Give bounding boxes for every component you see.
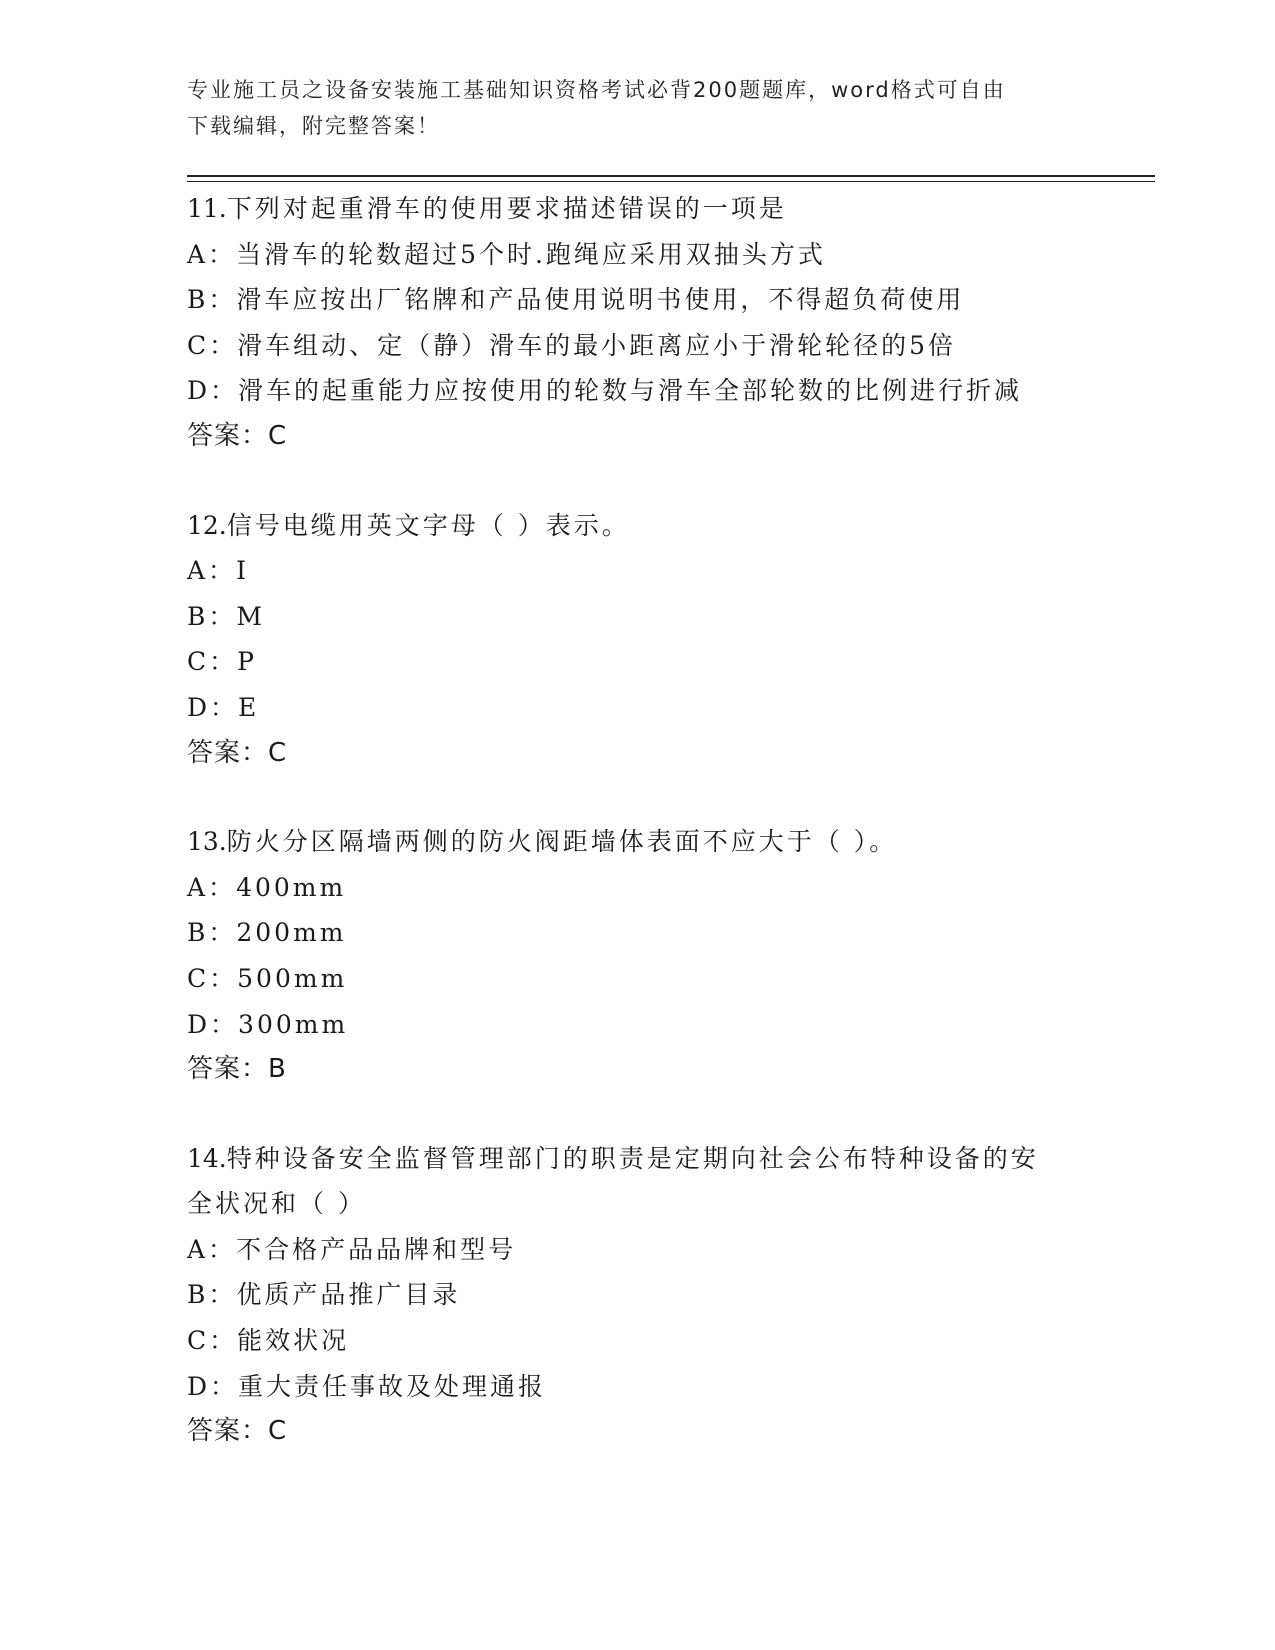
option-c [187, 639, 1087, 685]
option-label: C： [187, 1326, 238, 1356]
header-line-2: 下载编辑，附完整答案！ [187, 114, 440, 138]
option-label: B： [187, 918, 237, 948]
option-text: 能效状况 [237, 1326, 350, 1356]
option-label: B： [187, 285, 237, 315]
answer-line: 答案：C [187, 1416, 288, 1447]
option-d [187, 1002, 1087, 1048]
option-text: 200mm [236, 918, 347, 948]
option-c [187, 323, 1087, 369]
option-a [187, 548, 1087, 594]
option-a [187, 865, 1087, 911]
option-a [187, 232, 1087, 278]
question-text: 信号电缆用英文字母（ ）表示。 [226, 510, 630, 540]
question-text: 下列对起重滑车的使用要求描述错误的一项是 [226, 194, 787, 223]
answer-line: 答案：C [187, 737, 288, 768]
question-item [187, 186, 1087, 460]
option-d [187, 685, 1087, 731]
option-d [187, 368, 1087, 414]
option-label: C： [187, 330, 238, 360]
question-title-continuation: 全状况和（ ） [187, 1189, 366, 1219]
question-text: 特种设备安全监督管理部门的职责是定期向社会公布特种设备的安 [226, 1143, 1039, 1173]
header-divider-thick [187, 175, 1155, 177]
option-label: C： [187, 647, 238, 677]
question-spacer [187, 1093, 1087, 1136]
option-c [187, 956, 1087, 1002]
option-b [187, 910, 1087, 956]
option-label: A： [187, 556, 237, 586]
option-text: 不合格产品品牌和型号 [236, 1234, 517, 1264]
option-text: 500mm [237, 963, 348, 993]
option-b [187, 277, 1087, 323]
option-a [187, 1227, 1087, 1273]
header-line-1: 专业施工员之设备安装施工基础知识资格考试必背200题题库，word格式可自由 [187, 78, 1006, 102]
question-number: 12. [187, 510, 227, 540]
answer-line: 答案：B [187, 1054, 287, 1085]
question-number: 11. [187, 194, 227, 223]
option-label: A： [187, 1234, 237, 1264]
option-label: B： [187, 1280, 237, 1310]
option-text: I [236, 556, 249, 586]
option-label: D： [187, 1009, 239, 1039]
option-c [187, 1318, 1087, 1364]
option-label: A： [187, 239, 237, 269]
option-b [187, 594, 1087, 640]
option-text: 300mm [238, 1009, 349, 1039]
option-label: D： [187, 692, 239, 722]
option-d [187, 1364, 1087, 1410]
question-item [187, 819, 1087, 1093]
answer-line: 答案：C [187, 420, 288, 451]
option-text: M [236, 601, 265, 631]
question-number: 14. [187, 1143, 227, 1173]
question-item [187, 503, 1087, 777]
question-title [187, 819, 1087, 865]
option-text: 滑车的起重能力应按使用的轮数与滑车全部轮数的比例进行折减 [238, 376, 1023, 406]
option-label: B： [187, 601, 237, 631]
option-text: P [237, 647, 257, 677]
option-label: C： [187, 963, 238, 993]
option-text: 优质产品推广目录 [236, 1280, 461, 1310]
option-text: 滑车应按出厂铭牌和产品使用说明书使用，不得超负荷使用 [236, 285, 965, 315]
document-header [187, 72, 1067, 144]
question-spacer [187, 460, 1087, 503]
question-list [187, 186, 1087, 1455]
option-label: D： [187, 1371, 239, 1401]
option-label: A： [187, 872, 237, 902]
question-spacer [187, 776, 1087, 819]
option-label: D： [187, 376, 239, 406]
question-title [187, 186, 1087, 232]
option-text: 滑车组动、定（静）滑车的最小距离应小于滑轮轮径的5倍 [237, 330, 957, 360]
option-text: E [238, 692, 260, 722]
question-number: 13. [187, 827, 227, 857]
question-title [187, 1136, 1087, 1182]
question-title [187, 503, 1087, 549]
option-text: 当滑车的轮数超过5个时.跑绳应采用双抽头方式 [236, 239, 826, 269]
option-b [187, 1272, 1087, 1318]
question-text: 防火分区隔墙两侧的防火阀距墙体表面不应大于（ ）。 [226, 827, 898, 857]
question-item [187, 1136, 1087, 1455]
option-text: 400mm [236, 872, 347, 902]
option-text: 重大责任事故及处理通报 [238, 1371, 547, 1401]
header-divider-thin [187, 181, 1155, 182]
